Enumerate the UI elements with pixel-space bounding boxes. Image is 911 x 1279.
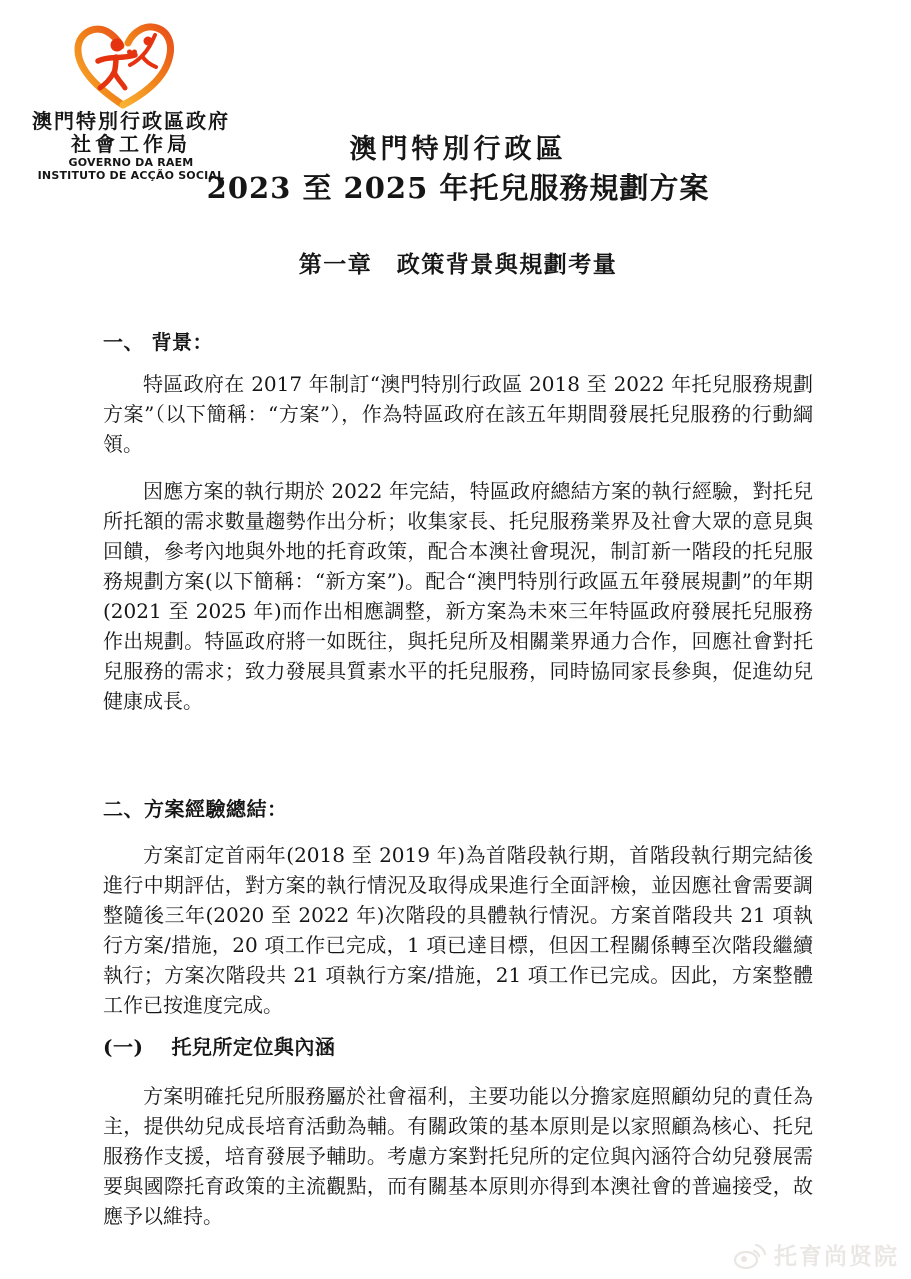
watermark-text: 托育尚贤院 xyxy=(774,1244,899,1270)
document-title-line2: 2023 至 2025 年托兒服務規劃方案 xyxy=(206,171,710,205)
org-name-zh-line1: 澳門特別行政區政府 xyxy=(32,109,230,133)
org-name-pt-line2: INSTITUTO DE ACÇÃO SOCIAL xyxy=(37,169,225,182)
org-name-pt-line1: GOVERNO DA RAEM xyxy=(68,156,194,169)
section-1-paragraph-1: 特區政府在 2017 年制訂“澳門特別行政區 2018 至 2022 年托兒服務規劃方案”（以下簡稱：“方案”），作為特區政府在該五年期間發展托兒服務的行動綱領。 xyxy=(103,372,813,456)
ias-heart-logo-icon xyxy=(70,20,176,112)
org-name-zh-line2: 社會工作局 xyxy=(71,132,191,156)
weibo-icon xyxy=(733,1241,767,1269)
document-title-line1: 澳門特別行政區 xyxy=(349,134,567,165)
section-2-paragraph-1: 方案訂定首兩年(2018 至 2019 年)為首階段執行期，首階段執行期完結後進行中期評估，對方案的執行情況及取得成果進行全面評檢，並因應社會需要調整隨後三年(2020 至 2022 年)次階段的具體執行情況。方案首階段共 21 項執行方案/措施，20 項工作已完成，1 項已達目標，但因工程關係轉至次階段繼續執行；方案次階段共 21 項執行方案/措施，21 項工作已完成。因此，方案整體工作已按進度完成。 xyxy=(103,843,813,1017)
subsection-1-paragraph-1: 方案明確托兒所服務屬於社會福利，主要功能以分擔家庭照顧幼兒的責任為主，提供幼兒成長培育活動為輔。有關政策的基本原則是以家照顧為核心、托兒服務作支援，培育發展予輔助。考慮方案對托兒所的定位與內涵符合幼兒發展需要與國際托育政策的主流觀點，而有關基本原則亦得到本澳社會的普遍接受，故應予以維持。 xyxy=(103,1084,813,1228)
document-title xyxy=(103,132,813,208)
subsection-1-heading xyxy=(103,1032,813,1062)
section-2-heading: 二、方案經驗總結： xyxy=(103,797,288,821)
subsection-1-title: 托兒所定位與內涵 xyxy=(171,1035,336,1059)
section-1-heading: 一、 背景： xyxy=(103,330,213,354)
watermark xyxy=(733,1238,899,1271)
section-1-paragraph-2: 因應方案的執行期於 2022 年完結，特區政府總結方案的執行經驗，對托兒所托額的需求數量趨勢作出分析；收集家長、托兒服務業界及社會大眾的意見與回饋，參考內地與外地的托育政策，配合本澳社會現況，制訂新一階段的托兒服務規劃方案(以下簡稱：“新方案”)。配合“澳門特別行政區五年發展規劃”的年期(2021 至 2025 年)而作出相應調整，新方案為未來三年特區政府發展托兒服務作出規劃。特區政府將一如既往，與托兒所及相關業界通力合作，回應社會對托兒服務的需求；致力發展具質素水平的托兒服務，同時協同家長參與，促進幼兒健康成長。 xyxy=(103,479,813,713)
subsection-1-number: (一) xyxy=(103,1035,144,1059)
document-body xyxy=(103,327,813,1231)
chapter-heading: 第一章 政策背景與規劃考量 xyxy=(298,251,618,278)
